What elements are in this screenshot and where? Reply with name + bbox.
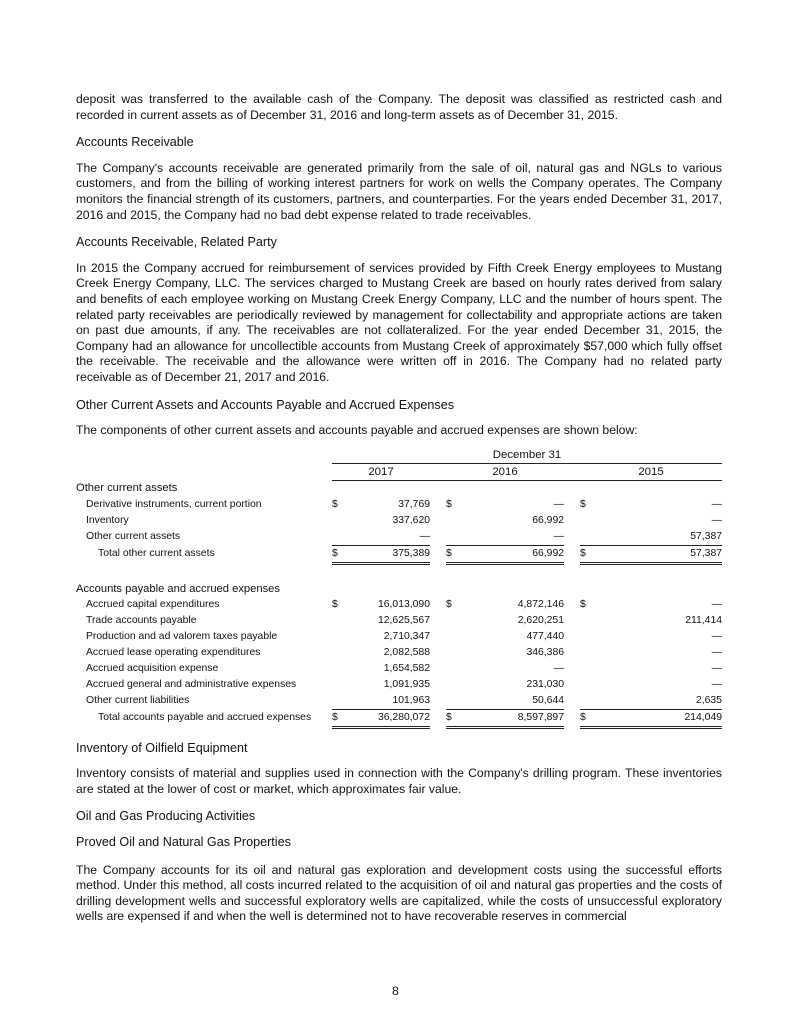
table-row: [76, 613, 722, 629]
cell-2017: 1,091,935: [383, 678, 430, 690]
total-2017: 375,389: [344, 545, 430, 563]
year-header-2015: 2015: [580, 463, 722, 480]
row-label: Accrued general and administrative expenses: [86, 678, 297, 690]
currency-symbol: $: [332, 545, 344, 563]
accounts-receivable-body: The Company's accounts receivable are generated primarily from the sale of oil, natural gas and NGLs to various customers, and from the billing of working interest partners for work on wells the Company operates. The Company monitors the financial strength of its customers, partners, and counterparties. For the years ended December 31, 2017, 2016 and 2015, the Company had no bad debt expense related to trade receivables.: [76, 160, 722, 222]
currency-symbol: $: [446, 498, 452, 510]
total-row: [76, 709, 722, 727]
row-label: Production and ad valorem taxes payable: [86, 630, 278, 642]
row-label: Inventory: [86, 514, 129, 526]
related-party-body: In 2015 the Company accrued for reimbursement of services provided by Fifth Creek Energy employees to Mustang Creek Energy Company, LLC. The services charged to Mustang Creek are based on hourly rates derived from salary and benefits of each employee working on Mustang Creek Energy Company, LLC and the number of hours spent. The related party receivables are periodically reviewed by management for collectability and appropriate actions are taken on past due amounts, if any. The receivables are not collateralized. For the year ended December 31, 2015, the Company had an allowance for uncollectible accounts from Mustang Creek of approximately $57,000 which fully offset the receivable. The receivable and the allowance were written off in 2016. The Company had no related party receivable as of December 21, 2017 and 2016.: [76, 260, 722, 384]
cell-2016: —: [553, 662, 564, 674]
cell-2015: —: [711, 498, 722, 510]
financial-table: [76, 447, 722, 729]
currency-symbol: $: [580, 709, 592, 727]
cell-2016: 4,872,146: [517, 598, 564, 610]
cell-2015: —: [711, 630, 722, 642]
proved-heading: Proved Oil and Natural Gas Properties: [76, 835, 291, 850]
cell-2017: 12,625,567: [377, 614, 430, 626]
proved-body: The Company accounts for its oil and natural gas exploration and development costs using the successful efforts method. Under this method, all costs incurred related to the acquisition of oil and natural gas properties and the costs of drilling development wells and successful exploratory wells are capitalized, while the costs of unsuccessful exploratory wells are expensed if and when the well is determined not to have recoverable reserves in commercial: [76, 862, 722, 924]
currency-symbol: $: [332, 598, 338, 610]
currency-symbol: $: [580, 498, 586, 510]
currency-symbol: $: [446, 709, 458, 727]
cell-2017: —: [344, 529, 430, 546]
cell-2015: —: [711, 662, 722, 674]
cell-2016: 477,440: [526, 630, 564, 642]
cell-2016: 231,030: [526, 678, 564, 690]
row-label: Accrued acquisition expense: [86, 662, 219, 674]
currency-symbol: $: [446, 545, 458, 563]
cell-2017: 1,654,582: [383, 662, 430, 674]
currency-symbol: $: [446, 598, 452, 610]
cell-2017: 101,963: [344, 693, 430, 710]
row-label: Accrued capital expenditures: [86, 598, 220, 610]
table-row: [76, 597, 722, 613]
related-party-heading: Accounts Receivable, Related Party: [76, 235, 277, 250]
currency-symbol: $: [580, 545, 592, 563]
cell-2015: —: [711, 646, 722, 658]
other-current-body: The components of other current assets and accounts payable and accrued expenses are shown below:: [76, 423, 638, 438]
currency-symbol: $: [332, 709, 344, 727]
period-header: December 31: [492, 448, 562, 461]
cell-2015: —: [711, 514, 722, 526]
document-page: [76, 92, 722, 925]
table-row: [76, 661, 722, 677]
table-row: [76, 529, 722, 546]
accounts-receivable-heading: Accounts Receivable: [76, 135, 194, 150]
row-label: Trade accounts payable: [86, 614, 197, 626]
cell-2015: 211,414: [685, 614, 722, 626]
page-number: 8: [392, 984, 399, 998]
inventory-body: Inventory consists of material and supplies used in connection with the Company's drilling program. These inventories are stated at the lower of cost or market, which approximates fair value.: [76, 766, 722, 796]
year-header-2017: 2017: [332, 463, 430, 480]
row-label: Other current liabilities: [86, 694, 190, 706]
cell-2017: 37,769: [398, 498, 430, 510]
table-row: [76, 513, 722, 529]
row-label: Other current assets: [86, 530, 181, 542]
cell-2015: —: [711, 678, 722, 690]
inventory-heading: Inventory of Oilfield Equipment: [76, 740, 248, 755]
cell-2016: 2,620,251: [517, 614, 564, 626]
cell-2017: 2,082,588: [383, 646, 430, 658]
row-label: Derivative instruments, current portion: [86, 498, 262, 510]
total-label: Total accounts payable and accrued expenses: [98, 712, 312, 724]
cell-2015: 57,387: [592, 529, 722, 546]
other-current-assets-title: Other current assets: [76, 482, 178, 495]
table-row: [76, 693, 722, 710]
cell-2015: —: [711, 598, 722, 610]
currency-symbol: $: [332, 498, 338, 510]
cell-2017: 16,013,090: [377, 598, 430, 610]
currency-symbol: $: [580, 598, 586, 610]
cell-2016: —: [458, 529, 564, 546]
table-row: [76, 677, 722, 693]
cell-2016: 346,386: [526, 646, 564, 658]
oil-gas-heading: Oil and Gas Producing Activities: [76, 809, 256, 824]
year-header-2016: 2016: [446, 463, 564, 480]
cell-2015: 2,635: [592, 693, 722, 710]
total-2016: 8,597,897: [458, 709, 564, 727]
cell-2016: 66,992: [532, 514, 564, 526]
total-2015: 214,049: [592, 709, 722, 727]
table-row: [76, 629, 722, 645]
total-2016: 66,992: [458, 545, 564, 563]
other-current-heading: Other Current Assets and Accounts Payable and Accrued Expenses: [76, 397, 455, 412]
table-row: [76, 497, 722, 513]
cell-2016: —: [553, 498, 564, 510]
total-label: Total other current assets: [98, 548, 215, 560]
table-row: [76, 645, 722, 661]
cell-2017: 337,620: [392, 514, 430, 526]
cell-2017: 2,710,347: [383, 630, 430, 642]
total-2017: 36,280,072: [344, 709, 430, 727]
total-row: [76, 545, 722, 563]
cell-2016: 50,644: [458, 693, 564, 710]
intro-paragraph: deposit was transferred to the available cash of the Company. The deposit was classified as restricted cash and recorded in current assets as of December 31, 2016 and long-term assets as of December 31, 2015.: [76, 92, 722, 122]
accounts-payable-title: Accounts payable and accrued expenses: [76, 582, 280, 595]
row-label: Accrued lease operating expenditures: [86, 646, 261, 658]
total-2015: 57,387: [592, 545, 722, 563]
